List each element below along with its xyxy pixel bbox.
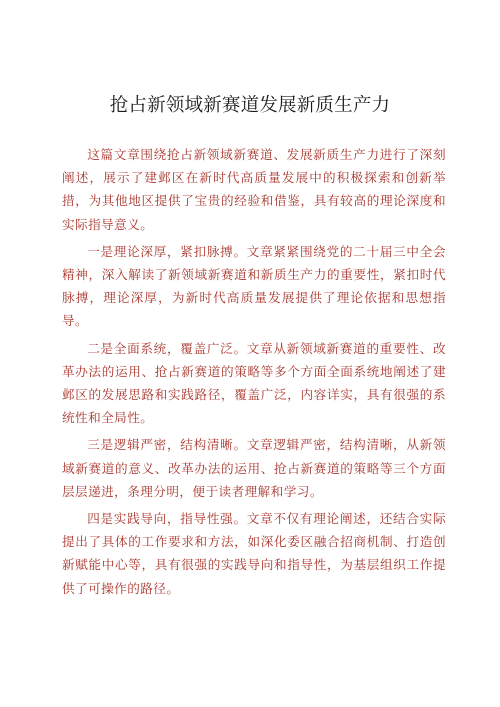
paragraph-point-4: 四是实践导向，指导性强。文章不仅有理论阐述，还结合实际提出了具体的工作要求和方法，如深化委区融合招商机制、打造创新赋能中心等，具有很强的实践导向和指导性，为基层组织工作提供了可操作的路径。 [62, 511, 446, 596]
paragraph-point-1: 一是理论深厚，紧扣脉搏。文章紧紧围绕党的二十届三中全会精神，深入解读了新领域新赛道和新质生产力的重要性，紧扣时代脉搏，理论深厚，为新时代高质量发展提供了理论依据和思想指导。 [62, 243, 446, 329]
paragraph-point-3: 三是逻辑严密，结构清晰。文章逻辑严密，结构清晰，从新领域新赛道的意义、改革办法的运用、抢占新赛道的策略等三个方面层层递进，条理分明，便于读者理解和学习。 [62, 437, 446, 499]
document-title: 抢占新领域新赛道发展新质生产力 [109, 95, 391, 116]
paragraph-point-2: 二是全面系统，覆盖广泛。文章从新领域新赛道的重要性、改革办法的运用、抢占新赛道的策略等多个方面全面系统地阐述了建邺区的发展思路和实践路径，覆盖广泛，内容详实，具有很强的系统性和全局性。 [62, 340, 446, 426]
document-body [62, 143, 446, 604]
paragraph-intro: 这篇文章围绕抢占新领域新赛道、发展新质生产力进行了深刻阐述，展示了建邺区在新时代高质量发展中的积极探索和创新举措，为其他地区提供了宝贵的经验和借鉴，具有较高的理论深度和实际指导意义。 [62, 147, 446, 232]
